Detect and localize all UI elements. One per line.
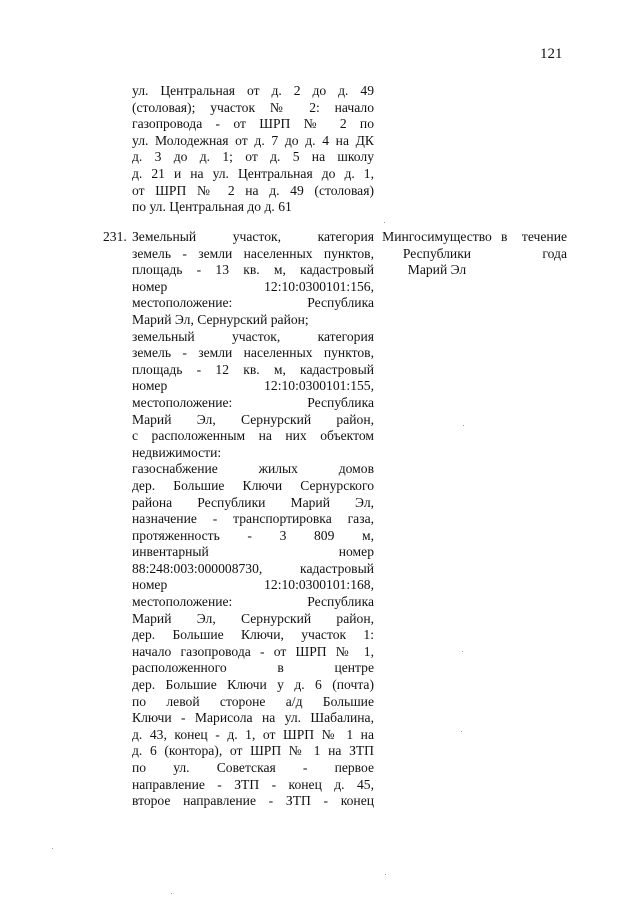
text-line: д. 21 и на ул. Центральная до д. 1, <box>132 165 374 181</box>
text-line: по ул. Центральная до д. 61 <box>132 199 292 215</box>
text-line: газоснабжение жилых домов <box>132 461 374 477</box>
object-description <box>132 229 374 810</box>
text-line: земель - земли населенных пунктов, <box>132 345 374 361</box>
owner-cell <box>375 229 499 279</box>
text-line: номер 12:10:0300101:155, <box>132 378 374 394</box>
text-line: года <box>542 245 567 261</box>
text-line: Марий Эл, Сернурский район, <box>132 411 374 427</box>
text-line: Республики <box>402 245 472 261</box>
term-cell <box>501 229 567 262</box>
text-line: номер 12:10:0300101:156, <box>132 278 374 294</box>
text-line: местоположение: Республика <box>132 295 374 311</box>
text-line: Марий Эл, Сернурский район; <box>132 311 309 327</box>
text-line: второе направление - ЗТП - конец <box>132 793 374 809</box>
text-line: в течение <box>501 229 567 244</box>
scan-speck <box>171 893 172 894</box>
text-line: площадь - 12 кв. м, кадастровый <box>132 361 374 377</box>
text-line: протяженность - 3 809 м, <box>132 527 374 543</box>
text-line: недвижимости: <box>132 444 222 460</box>
text-line: направление - ЗТП - конец д. 45, <box>132 776 374 792</box>
text-line: ул. Молодежная от д. 7 до д. 4 на ДК <box>132 132 374 148</box>
text-line: ул. Центральная от д. 2 до д. 49 <box>132 83 374 98</box>
text-line: д. 43, конец - д. 1, от ШРП № 1 на <box>132 726 374 742</box>
text-line: Ключи - Марисола на ул. Шабалина, <box>132 710 374 726</box>
text-line: площадь - 13 кв. м, кадастровый <box>132 262 374 278</box>
scan-speck <box>52 848 53 849</box>
text-line: дер. Большие Ключи у д. 6 (почта) <box>132 677 374 693</box>
text-line: инвентарный номер <box>132 544 374 560</box>
text-line: земель - земли населенных пунктов, <box>132 245 374 261</box>
text-line: Мингосимущество <box>382 229 492 244</box>
text-line: номер 12:10:0300101:168, <box>132 577 374 593</box>
text-line: д. 3 до д. 1; от д. 5 на школу <box>132 149 374 165</box>
text-line: земельный участок, категория <box>132 328 374 344</box>
text-line: Земельный участок, категория <box>132 229 374 244</box>
text-line: местоположение: Республика <box>132 594 374 610</box>
scan-speck <box>385 874 386 875</box>
text-line: по левой стороне а/д Большие <box>132 693 374 709</box>
text-line: от ШРП № 2 на д. 49 (столовая) <box>132 182 374 198</box>
text-line: Марий Эл <box>407 262 467 278</box>
scan-speck <box>462 651 463 652</box>
text-line: дер. Большие Ключи Сернурского <box>132 477 374 493</box>
previous-row-continuation <box>132 83 374 216</box>
text-line: расположенного в центре <box>132 660 374 676</box>
scan-speck <box>384 222 385 223</box>
text-line: начало газопровода - от ШРП № 1, <box>132 643 374 659</box>
text-line: местоположение: Республика <box>132 394 374 410</box>
text-line: назначение - транспортировка газа, <box>132 511 374 527</box>
text-line: с расположенным на них объектом <box>132 428 374 444</box>
text-line: по ул. Советская - первое <box>132 760 374 775</box>
text-line: газопровода - от ШРП № 2 по <box>132 116 374 132</box>
text-line: (столовая); участок № 2: начало <box>132 99 374 115</box>
text-line: района Республики Марий Эл, <box>132 494 374 510</box>
text-line: дер. Большие Ключи, участок 1: <box>132 627 374 643</box>
text-line: Марий Эл, Сернурский район, <box>132 610 374 626</box>
scan-speck <box>463 425 464 426</box>
text-line: д. 6 (контора), от ШРП № 1 на ЗТП <box>132 743 374 759</box>
scan-speck <box>461 731 462 732</box>
row-number: 231. <box>103 229 127 244</box>
page-number: 121 <box>540 46 563 62</box>
text-line: 88:248:003:000008730, кадастровый <box>132 560 374 576</box>
